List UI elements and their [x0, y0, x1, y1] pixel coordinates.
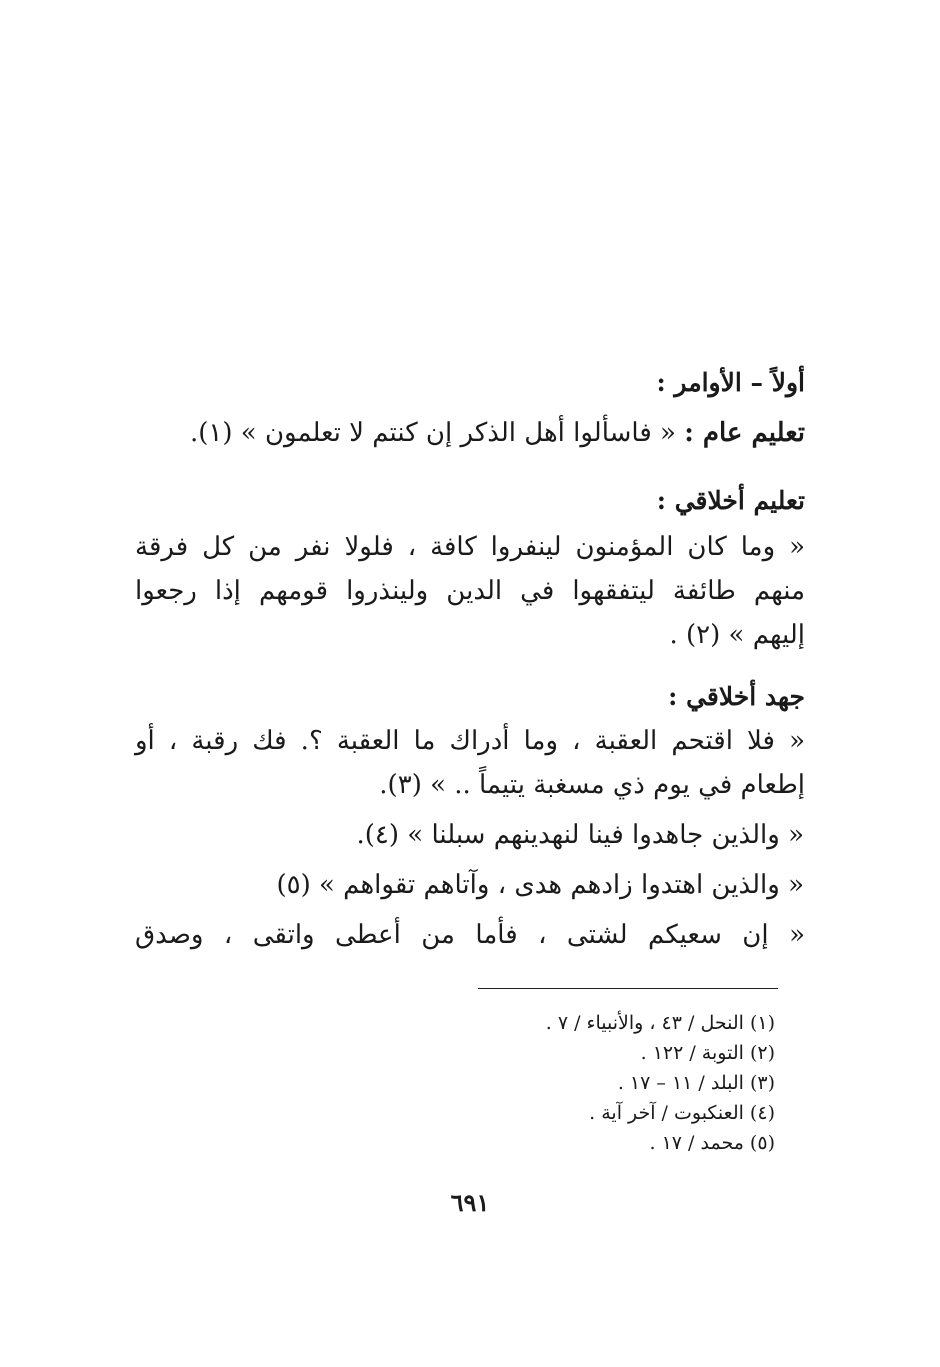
ethical-effort-line-5: « إن سعيكم لشتى ، فأما من أعطى واتقى ، وصدق	[135, 920, 805, 950]
general-teaching-line	[190, 416, 805, 450]
ethical-effort-line-4: « والذين اهتدوا زادهم هدى ، وآتاهم تقواهم » (٥)	[276, 870, 804, 900]
ethical-effort-heading: جهد أخلاقي :	[668, 682, 805, 711]
ethical-effort-line-1: « فلا اقتحم العقبة ، وما أدراك ما العقبة ؟. فك رقبة ، أو	[135, 726, 805, 756]
ethical-teaching-heading: تعليم أخلاقي :	[656, 486, 805, 515]
ethical-teaching-line-1: « وما كان المؤمنون لينفروا كافة ، فلولا نفر من كل فرقة	[135, 532, 805, 562]
page-number: ٦٩١	[450, 1188, 490, 1217]
ethical-effort-line-3: « والذين جاهدوا فينا لنهدينهم سبلنا » (٤).	[356, 820, 804, 850]
ethical-teaching-line-3: إليهم » (٢) .	[669, 620, 805, 650]
footnote-divider	[478, 988, 778, 989]
footnote-1: (١) النحل / ٤٣ ، والأنبياء / ٧ .	[545, 1012, 775, 1034]
footnote-5: (٥) محمد / ١٧ .	[649, 1132, 775, 1154]
footnote-3: (٣) البلد / ١١ – ١٧ .	[617, 1072, 775, 1094]
general-teaching-label: تعليم عام :	[684, 418, 805, 448]
ethical-effort-line-2: إطعام في يوم ذي مسغبة يتيماً .. » (٣).	[379, 770, 805, 800]
general-teaching-quote: « فاسألوا أهل الذكر إن كنتم لا تعلمون » (١).	[189, 418, 676, 448]
footnote-2: (٢) التوبة / ١٢٢ .	[640, 1042, 775, 1064]
ethical-teaching-line-2: منهم طائفة ليتفقهوا في الدين ولينذروا قومهم إذا رجعوا	[135, 576, 805, 606]
footnote-4: (٤) العنكبوت / آخر آية .	[589, 1102, 775, 1124]
section-title: أولاً – الأوامر :	[656, 368, 805, 397]
